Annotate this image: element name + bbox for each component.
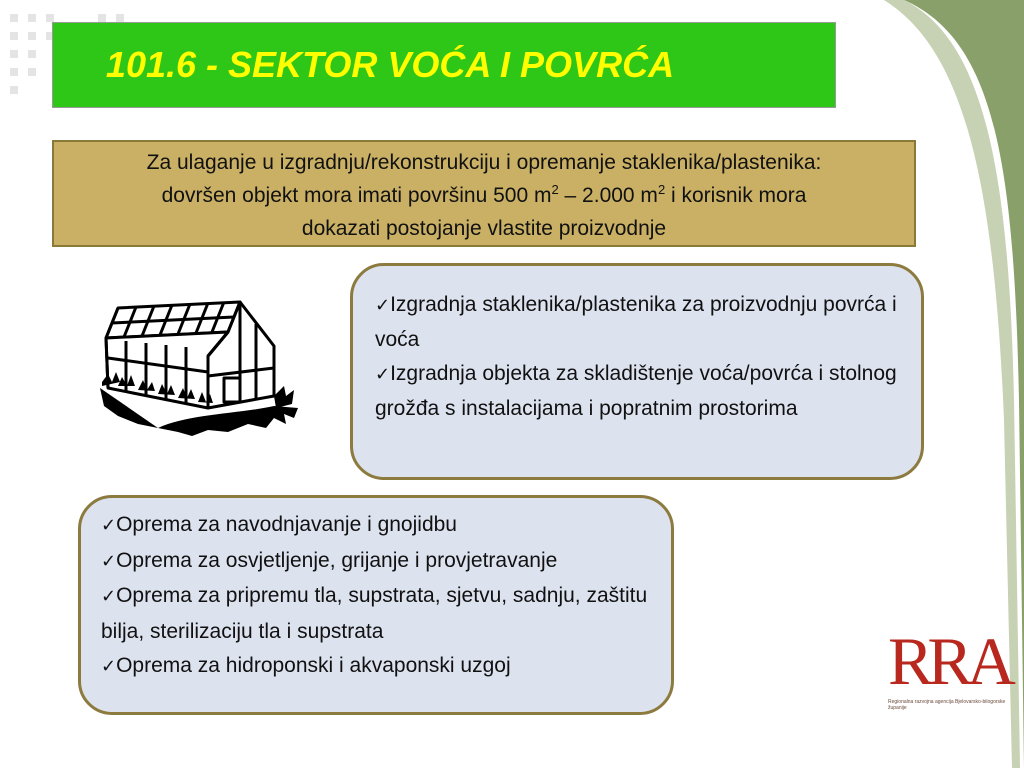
page-title: 101.6 - SEKTOR VOĆA I POVRĆA bbox=[105, 44, 675, 85]
checkmark-icon: ✓ bbox=[101, 550, 117, 572]
intro-line-1: Za ulaganje u izgradnju/rekonstrukciju i opremanje staklenika/plastenika: bbox=[146, 151, 822, 174]
intro-line-3: dokazati postojanje vlastite proizvodnje bbox=[301, 217, 667, 240]
checkmark-icon: ✓ bbox=[375, 364, 391, 385]
checkmark-icon: ✓ bbox=[375, 295, 391, 316]
rra-logo bbox=[888, 625, 1020, 715]
intro-line-2 bbox=[54, 179, 914, 212]
construction-items-box bbox=[350, 263, 924, 480]
logo-text: RRA bbox=[888, 623, 1010, 699]
intro-line-2-part-c: i korisnik mora bbox=[665, 184, 807, 207]
superscript-1: 2 bbox=[551, 182, 559, 197]
intro-line-2-part-b: – 2.000 m bbox=[558, 184, 658, 207]
list-item bbox=[101, 544, 653, 580]
list-item bbox=[375, 288, 899, 357]
list-item bbox=[375, 357, 899, 426]
list-item bbox=[101, 508, 653, 544]
list-item-text: Oprema za hidroponski i akvaponski uzgoj bbox=[116, 654, 511, 677]
equipment-items-box bbox=[78, 495, 674, 715]
list-item-text: Izgradnja objekta za skladištenje voća/povrća i stolnog grožđa s instalacijama i popratnim prostorima bbox=[375, 362, 897, 420]
intro-box bbox=[52, 140, 916, 247]
list-item-text: Oprema za pripremu tla, supstrata, sjetvu, sadnju, zaštitu bilja, sterilizaciju tla i supstrata bbox=[101, 584, 648, 643]
list-item bbox=[101, 649, 653, 685]
checkmark-icon: ✓ bbox=[101, 515, 117, 536]
intro-line-2-part-a: dovršen objekt mora imati površinu 500 m bbox=[161, 184, 552, 207]
list-item-text: Oprema za navodnjavanje i gnojidbu bbox=[116, 513, 457, 536]
checkmark-icon: ✓ bbox=[101, 586, 117, 607]
logo-tagline: Regionalna razvojna agencija Bjelovarsko-bilogorske županije bbox=[888, 699, 1006, 711]
title-bar bbox=[52, 22, 836, 108]
checkmark-icon: ✓ bbox=[101, 656, 117, 677]
greenhouse-icon bbox=[98, 296, 303, 446]
superscript-2: 2 bbox=[657, 182, 666, 197]
list-item bbox=[101, 579, 653, 649]
list-item-text: Oprema za osvjetljenje, grijanje i provjetravanje bbox=[116, 548, 558, 572]
list-item-text: Izgradnja staklenika/plastenika za proizvodnju povrća i voća bbox=[375, 293, 897, 351]
